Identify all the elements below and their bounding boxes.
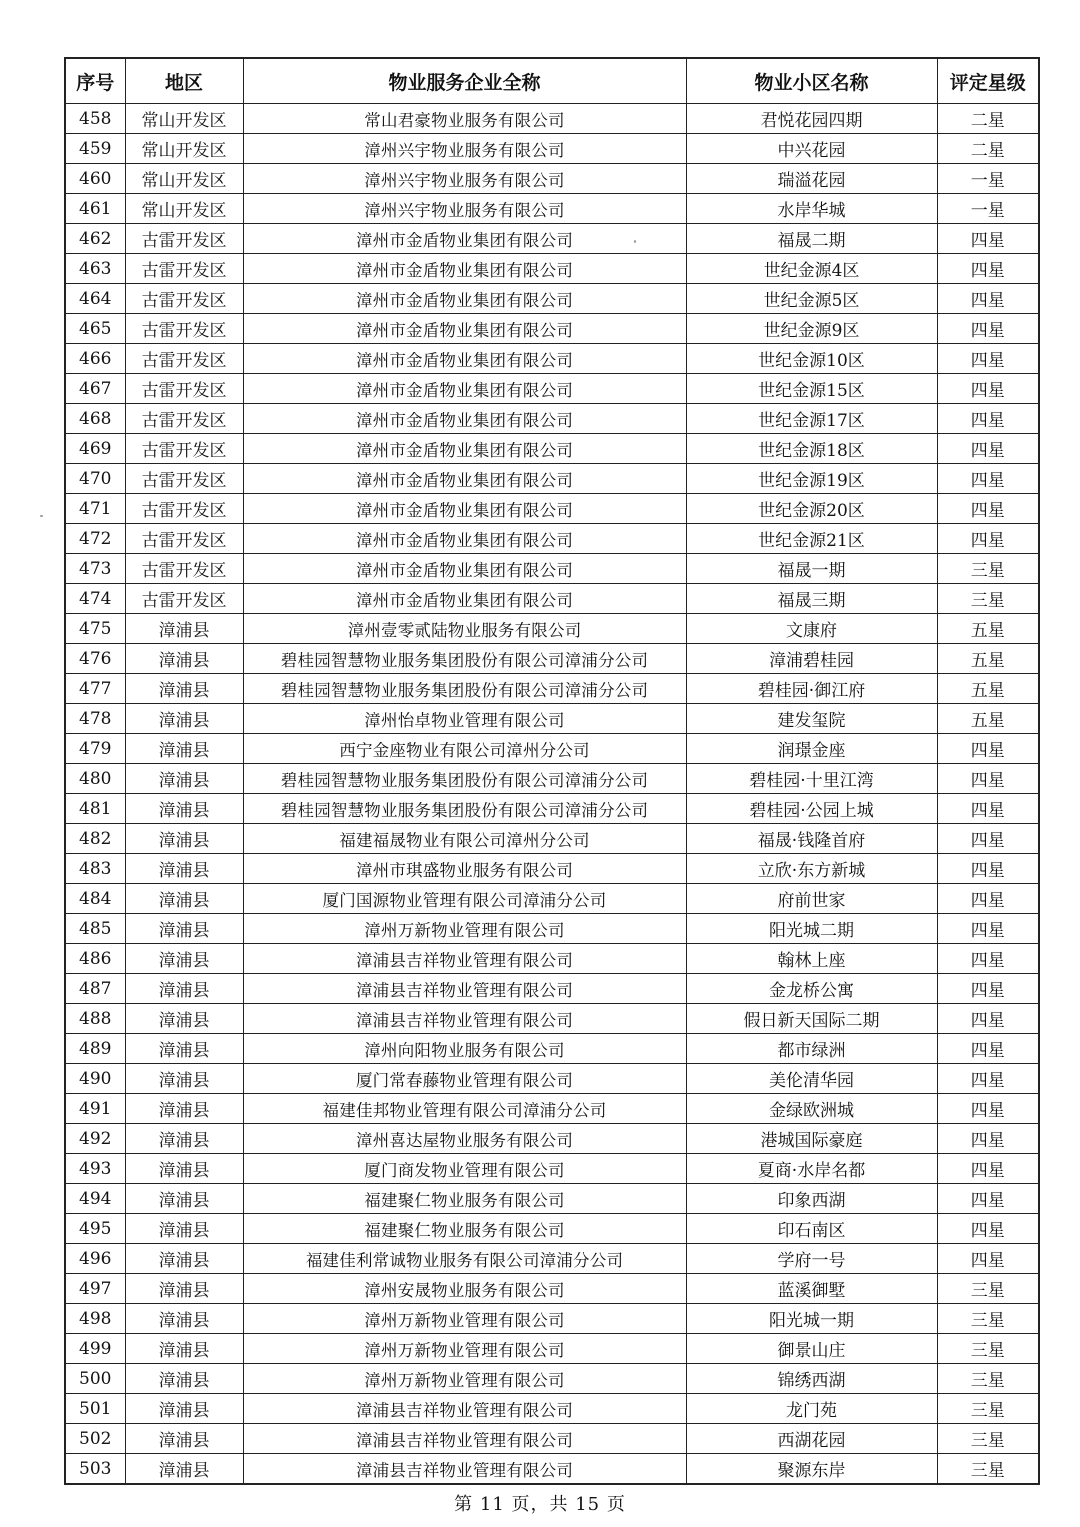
cell-seq: 483 — [65, 854, 125, 884]
cell-seq: 478 — [65, 704, 125, 734]
cell-rating: 四星 — [937, 1094, 1039, 1124]
table-row — [65, 1034, 1039, 1064]
cell-seq: 502 — [65, 1424, 125, 1454]
cell-rating: 四星 — [937, 404, 1039, 434]
cell-company: 漳州市金盾物业集团有限公司 — [243, 284, 686, 314]
cell-region: 常山开发区 — [125, 104, 243, 134]
cell-region: 古雷开发区 — [125, 284, 243, 314]
cell-company: 漳浦县吉祥物业管理有限公司 — [243, 974, 686, 1004]
cell-region: 常山开发区 — [125, 194, 243, 224]
cell-company: 漳州市金盾物业集团有限公司 — [243, 524, 686, 554]
cell-region: 漳浦县 — [125, 884, 243, 914]
cell-community: 润璟金座 — [686, 734, 937, 764]
cell-rating: 四星 — [937, 974, 1039, 1004]
cell-community: 世纪金源18区 — [686, 434, 937, 464]
table-header-row — [65, 58, 1039, 104]
cell-company: 漳州市金盾物业集团有限公司 — [243, 584, 686, 614]
cell-seq: 474 — [65, 584, 125, 614]
cell-region: 漳浦县 — [125, 1064, 243, 1094]
cell-region: 古雷开发区 — [125, 464, 243, 494]
table-row — [65, 374, 1039, 404]
cell-region: 漳浦县 — [125, 974, 243, 1004]
cell-community: 都市绿洲 — [686, 1034, 937, 1064]
table-row — [65, 614, 1039, 644]
cell-seq: 493 — [65, 1154, 125, 1184]
cell-community: 世纪金源4区 — [686, 254, 937, 284]
cell-seq: 498 — [65, 1304, 125, 1334]
cell-rating: 四星 — [937, 1004, 1039, 1034]
table-row — [65, 314, 1039, 344]
cell-company: 漳州市金盾物业集团有限公司 — [243, 374, 686, 404]
cell-region: 古雷开发区 — [125, 554, 243, 584]
cell-community: 聚源东岸 — [686, 1454, 937, 1485]
cell-community: 世纪金源20区 — [686, 494, 937, 524]
table-row — [65, 794, 1039, 824]
cell-company: 漳州万新物业管理有限公司 — [243, 1334, 686, 1364]
cell-company: 碧桂园智慧物业服务集团股份有限公司漳浦分公司 — [243, 764, 686, 794]
cell-region: 古雷开发区 — [125, 374, 243, 404]
cell-rating: 四星 — [937, 344, 1039, 374]
property-rating-table — [64, 57, 1040, 1485]
cell-region: 漳浦县 — [125, 1154, 243, 1184]
cell-region: 常山开发区 — [125, 164, 243, 194]
cell-company: 漳州兴宇物业服务有限公司 — [243, 194, 686, 224]
cell-community: 碧桂园·十里江湾 — [686, 764, 937, 794]
table-row — [65, 974, 1039, 1004]
cell-seq: 473 — [65, 554, 125, 584]
cell-community: 翰林上座 — [686, 944, 937, 974]
cell-seq: 464 — [65, 284, 125, 314]
cell-rating: 四星 — [937, 1064, 1039, 1094]
cell-seq: 496 — [65, 1244, 125, 1274]
cell-community: 福晟三期 — [686, 584, 937, 614]
cell-seq: 469 — [65, 434, 125, 464]
cell-company: 福建佳利常诚物业服务有限公司漳浦分公司 — [243, 1244, 686, 1274]
cell-community: 世纪金源21区 — [686, 524, 937, 554]
cell-rating: 三星 — [937, 1364, 1039, 1394]
cell-seq: 490 — [65, 1064, 125, 1094]
cell-community: 锦绣西湖 — [686, 1364, 937, 1394]
cell-community: 港城国际豪庭 — [686, 1124, 937, 1154]
table-row — [65, 284, 1039, 314]
cell-seq: 461 — [65, 194, 125, 224]
cell-company: 碧桂园智慧物业服务集团股份有限公司漳浦分公司 — [243, 674, 686, 704]
cell-region: 漳浦县 — [125, 1094, 243, 1124]
table-row — [65, 824, 1039, 854]
cell-region: 漳浦县 — [125, 1184, 243, 1214]
table-row — [65, 1214, 1039, 1244]
cell-company: 漳州市金盾物业集团有限公司 — [243, 554, 686, 584]
cell-region: 漳浦县 — [125, 1424, 243, 1454]
cell-region: 古雷开发区 — [125, 344, 243, 374]
cell-community: 蓝溪御墅 — [686, 1274, 937, 1304]
cell-company: 福建佳邦物业管理有限公司漳浦分公司 — [243, 1094, 686, 1124]
cell-seq: 482 — [65, 824, 125, 854]
cell-community: 世纪金源15区 — [686, 374, 937, 404]
table-row — [65, 344, 1039, 374]
cell-community: 金龙桥公寓 — [686, 974, 937, 1004]
table-row — [65, 734, 1039, 764]
cell-region: 漳浦县 — [125, 1244, 243, 1274]
table-row — [65, 404, 1039, 434]
cell-region: 漳浦县 — [125, 1334, 243, 1364]
table-row — [65, 464, 1039, 494]
cell-community: 世纪金源9区 — [686, 314, 937, 344]
cell-company: 漳州兴宇物业服务有限公司 — [243, 164, 686, 194]
cell-company: 西宁金座物业有限公司漳州分公司 — [243, 734, 686, 764]
cell-company: 漳州万新物业管理有限公司 — [243, 1304, 686, 1334]
cell-rating: 四星 — [937, 764, 1039, 794]
cell-region: 漳浦县 — [125, 794, 243, 824]
cell-seq: 465 — [65, 314, 125, 344]
cell-rating: 五星 — [937, 704, 1039, 734]
cell-company: 漳州市金盾物业集团有限公司 — [243, 254, 686, 284]
cell-company: 福建聚仁物业服务有限公司 — [243, 1214, 686, 1244]
cell-seq: 500 — [65, 1364, 125, 1394]
cell-region: 漳浦县 — [125, 914, 243, 944]
cell-company: 漳州万新物业管理有限公司 — [243, 914, 686, 944]
cell-rating: 五星 — [937, 674, 1039, 704]
cell-seq: 484 — [65, 884, 125, 914]
cell-seq: 485 — [65, 914, 125, 944]
table-row — [65, 164, 1039, 194]
cell-seq: 471 — [65, 494, 125, 524]
table-row — [65, 254, 1039, 284]
table-row — [65, 194, 1039, 224]
cell-company: 漳州万新物业管理有限公司 — [243, 1364, 686, 1394]
cell-rating: 三星 — [937, 554, 1039, 584]
table-row — [65, 554, 1039, 584]
header-seq: 序号 — [65, 58, 125, 104]
cell-rating: 四星 — [937, 464, 1039, 494]
cell-company: 漳浦县吉祥物业管理有限公司 — [243, 1454, 686, 1485]
cell-seq: 488 — [65, 1004, 125, 1034]
cell-company: 漳州市琪盛物业服务有限公司 — [243, 854, 686, 884]
cell-community: 立欣·东方新城 — [686, 854, 937, 884]
cell-seq: 481 — [65, 794, 125, 824]
cell-company: 漳浦县吉祥物业管理有限公司 — [243, 1424, 686, 1454]
cell-rating: 四星 — [937, 314, 1039, 344]
cell-community: 御景山庄 — [686, 1334, 937, 1364]
cell-rating: 四星 — [937, 254, 1039, 284]
table-row — [65, 1184, 1039, 1214]
header-company: 物业服务企业全称 — [243, 58, 686, 104]
cell-company: 厦门常春藤物业管理有限公司 — [243, 1064, 686, 1094]
cell-rating: 四星 — [937, 1184, 1039, 1214]
cell-region: 古雷开发区 — [125, 254, 243, 284]
table-row — [65, 1394, 1039, 1424]
cell-rating: 四星 — [937, 884, 1039, 914]
cell-community: 水岸华城 — [686, 194, 937, 224]
cell-seq: 495 — [65, 1214, 125, 1244]
cell-company: 漳州安晟物业服务有限公司 — [243, 1274, 686, 1304]
table-row — [65, 944, 1039, 974]
cell-seq: 494 — [65, 1184, 125, 1214]
cell-community: 印石南区 — [686, 1214, 937, 1244]
header-region: 地区 — [125, 58, 243, 104]
cell-rating: 四星 — [937, 824, 1039, 854]
table-row — [65, 1064, 1039, 1094]
cell-seq: 477 — [65, 674, 125, 704]
cell-rating: 四星 — [937, 374, 1039, 404]
cell-community: 世纪金源19区 — [686, 464, 937, 494]
cell-region: 漳浦县 — [125, 704, 243, 734]
cell-community: 福晟一期 — [686, 554, 937, 584]
cell-community: 瑞溢花园 — [686, 164, 937, 194]
cell-seq: 459 — [65, 134, 125, 164]
cell-community: 府前世家 — [686, 884, 937, 914]
table-body — [65, 104, 1039, 1485]
cell-region: 古雷开发区 — [125, 434, 243, 464]
cell-region: 漳浦县 — [125, 644, 243, 674]
cell-community: 假日新天国际二期 — [686, 1004, 937, 1034]
page-footer: 第 11 页，共 15 页 — [454, 1494, 626, 1515]
cell-rating: 四星 — [937, 434, 1039, 464]
cell-company: 漳州市金盾物业集团有限公司 — [243, 404, 686, 434]
cell-seq: 476 — [65, 644, 125, 674]
cell-rating: 四星 — [937, 494, 1039, 524]
cell-seq: 486 — [65, 944, 125, 974]
cell-rating: 四星 — [937, 224, 1039, 254]
cell-community: 西湖花园 — [686, 1424, 937, 1454]
cell-community: 福晟·钱隆首府 — [686, 824, 937, 854]
table-row — [65, 1244, 1039, 1274]
table-row — [65, 1154, 1039, 1184]
cell-region: 漳浦县 — [125, 944, 243, 974]
cell-region: 古雷开发区 — [125, 404, 243, 434]
table-row — [65, 1274, 1039, 1304]
cell-company: 常山君豪物业服务有限公司 — [243, 104, 686, 134]
table-row — [65, 644, 1039, 674]
cell-community: 世纪金源17区 — [686, 404, 937, 434]
cell-community: 阳光城二期 — [686, 914, 937, 944]
cell-rating: 五星 — [937, 614, 1039, 644]
cell-seq: 468 — [65, 404, 125, 434]
cell-region: 漳浦县 — [125, 674, 243, 704]
cell-rating: 三星 — [937, 1394, 1039, 1424]
cell-company: 漳州市金盾物业集团有限公司 — [243, 314, 686, 344]
cell-seq: 503 — [65, 1454, 125, 1485]
table-row — [65, 854, 1039, 884]
cell-rating: 四星 — [937, 284, 1039, 314]
cell-region: 漳浦县 — [125, 854, 243, 884]
cell-seq: 466 — [65, 344, 125, 374]
cell-rating: 三星 — [937, 1424, 1039, 1454]
table-row — [65, 914, 1039, 944]
table-row — [65, 1334, 1039, 1364]
scan-speck — [40, 515, 43, 517]
header-rating: 评定星级 — [937, 58, 1039, 104]
table-row — [65, 674, 1039, 704]
cell-region: 古雷开发区 — [125, 224, 243, 254]
cell-rating: 五星 — [937, 644, 1039, 674]
table-row — [65, 884, 1039, 914]
cell-company: 福建福晟物业有限公司漳州分公司 — [243, 824, 686, 854]
table-row — [65, 134, 1039, 164]
cell-seq: 472 — [65, 524, 125, 554]
table-row — [65, 434, 1039, 464]
table-row — [65, 1454, 1039, 1485]
cell-region: 漳浦县 — [125, 1034, 243, 1064]
cell-rating: 四星 — [937, 1214, 1039, 1244]
cell-region: 漳浦县 — [125, 1454, 243, 1485]
cell-community: 中兴花园 — [686, 134, 937, 164]
cell-region: 漳浦县 — [125, 1364, 243, 1394]
cell-company: 厦门国源物业管理有限公司漳浦分公司 — [243, 884, 686, 914]
cell-community: 龙门苑 — [686, 1394, 937, 1424]
cell-community: 金绿欧洲城 — [686, 1094, 937, 1124]
cell-region: 漳浦县 — [125, 1124, 243, 1154]
cell-community: 夏商·水岸名都 — [686, 1154, 937, 1184]
cell-seq: 501 — [65, 1394, 125, 1424]
cell-company: 漳州市金盾物业集团有限公司 — [243, 434, 686, 464]
cell-rating: 三星 — [937, 1274, 1039, 1304]
cell-community: 漳浦碧桂园 — [686, 644, 937, 674]
cell-community: 阳光城一期 — [686, 1304, 937, 1334]
cell-region: 漳浦县 — [125, 824, 243, 854]
cell-company: 漳浦县吉祥物业管理有限公司 — [243, 1394, 686, 1424]
cell-region: 古雷开发区 — [125, 494, 243, 524]
cell-seq: 460 — [65, 164, 125, 194]
header-community: 物业小区名称 — [686, 58, 937, 104]
cell-region: 漳浦县 — [125, 1274, 243, 1304]
cell-company: 漳州市金盾物业集团有限公司 — [243, 464, 686, 494]
table-row — [65, 224, 1039, 254]
cell-rating: 四星 — [937, 1034, 1039, 1064]
cell-region: 漳浦县 — [125, 1394, 243, 1424]
cell-company: 漳州向阳物业服务有限公司 — [243, 1034, 686, 1064]
cell-rating: 三星 — [937, 584, 1039, 614]
table-row — [65, 704, 1039, 734]
cell-rating: 四星 — [937, 1244, 1039, 1274]
cell-rating: 四星 — [937, 1124, 1039, 1154]
cell-company: 碧桂园智慧物业服务集团股份有限公司漳浦分公司 — [243, 644, 686, 674]
cell-seq: 497 — [65, 1274, 125, 1304]
cell-community: 君悦花园四期 — [686, 104, 937, 134]
cell-company: 漳州怡卓物业管理有限公司 — [243, 704, 686, 734]
cell-seq: 499 — [65, 1334, 125, 1364]
table-row — [65, 494, 1039, 524]
table-row — [65, 1424, 1039, 1454]
table-row — [65, 524, 1039, 554]
cell-community: 建发玺院 — [686, 704, 937, 734]
cell-region: 漳浦县 — [125, 1214, 243, 1244]
cell-seq: 487 — [65, 974, 125, 1004]
cell-rating: 三星 — [937, 1334, 1039, 1364]
cell-community: 碧桂园·御江府 — [686, 674, 937, 704]
cell-region: 漳浦县 — [125, 764, 243, 794]
cell-seq: 480 — [65, 764, 125, 794]
cell-rating: 四星 — [937, 734, 1039, 764]
cell-region: 常山开发区 — [125, 134, 243, 164]
cell-community: 碧桂园·公园上城 — [686, 794, 937, 824]
cell-region: 漳浦县 — [125, 1004, 243, 1034]
cell-region: 漳浦县 — [125, 734, 243, 764]
cell-rating: 三星 — [937, 1454, 1039, 1485]
cell-community: 印象西湖 — [686, 1184, 937, 1214]
cell-rating: 四星 — [937, 794, 1039, 824]
cell-seq: 467 — [65, 374, 125, 404]
table-row — [65, 1304, 1039, 1334]
cell-company: 漳州市金盾物业集团有限公司 — [243, 494, 686, 524]
table-row — [65, 584, 1039, 614]
table-row — [65, 1364, 1039, 1394]
cell-company: 漳州市金盾物业集团有限公司 — [243, 344, 686, 374]
cell-seq: 462 — [65, 224, 125, 254]
cell-rating: 一星 — [937, 164, 1039, 194]
cell-seq: 489 — [65, 1034, 125, 1064]
cell-rating: 四星 — [937, 854, 1039, 884]
cell-seq: 458 — [65, 104, 125, 134]
table-row — [65, 1004, 1039, 1034]
scan-speck — [634, 240, 636, 243]
cell-rating: 三星 — [937, 1304, 1039, 1334]
cell-seq: 479 — [65, 734, 125, 764]
table-row — [65, 1124, 1039, 1154]
cell-company: 福建聚仁物业服务有限公司 — [243, 1184, 686, 1214]
cell-rating: 四星 — [937, 1154, 1039, 1184]
cell-community: 世纪金源5区 — [686, 284, 937, 314]
cell-seq: 463 — [65, 254, 125, 284]
cell-region: 古雷开发区 — [125, 524, 243, 554]
cell-community: 美伦清华园 — [686, 1064, 937, 1094]
cell-community: 学府一号 — [686, 1244, 937, 1274]
cell-company: 漳州壹零贰陆物业服务有限公司 — [243, 614, 686, 644]
cell-rating: 四星 — [937, 914, 1039, 944]
cell-seq: 491 — [65, 1094, 125, 1124]
cell-community: 文康府 — [686, 614, 937, 644]
cell-rating: 二星 — [937, 104, 1039, 134]
cell-rating: 四星 — [937, 944, 1039, 974]
cell-region: 漳浦县 — [125, 1304, 243, 1334]
cell-company: 厦门商发物业管理有限公司 — [243, 1154, 686, 1184]
cell-company: 漳浦县吉祥物业管理有限公司 — [243, 1004, 686, 1034]
cell-community: 世纪金源10区 — [686, 344, 937, 374]
table-row — [65, 764, 1039, 794]
cell-community: 福晟二期 — [686, 224, 937, 254]
cell-region: 漳浦县 — [125, 614, 243, 644]
cell-seq: 492 — [65, 1124, 125, 1154]
cell-region: 古雷开发区 — [125, 314, 243, 344]
cell-region: 古雷开发区 — [125, 584, 243, 614]
cell-rating: 二星 — [937, 134, 1039, 164]
cell-company: 漳州喜达屋物业服务有限公司 — [243, 1124, 686, 1154]
cell-seq: 470 — [65, 464, 125, 494]
cell-company: 碧桂园智慧物业服务集团股份有限公司漳浦分公司 — [243, 794, 686, 824]
cell-company: 漳州市金盾物业集团有限公司 — [243, 224, 686, 254]
cell-seq: 475 — [65, 614, 125, 644]
table-row — [65, 1094, 1039, 1124]
cell-company: 漳浦县吉祥物业管理有限公司 — [243, 944, 686, 974]
cell-rating: 四星 — [937, 524, 1039, 554]
cell-rating: 一星 — [937, 194, 1039, 224]
table-row — [65, 104, 1039, 134]
cell-company: 漳州兴宇物业服务有限公司 — [243, 134, 686, 164]
